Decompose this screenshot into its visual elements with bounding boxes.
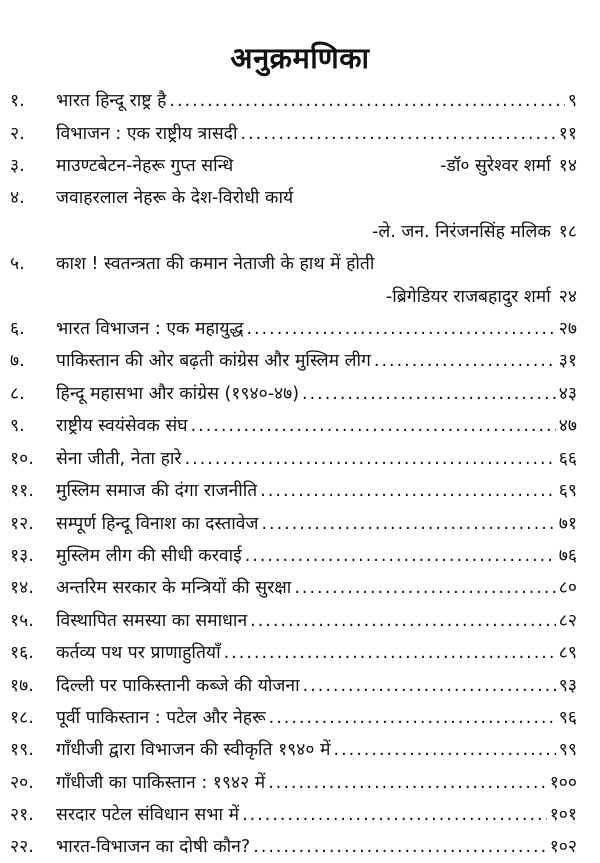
entry-page: १००	[549, 773, 577, 793]
entry-number: १९.	[10, 740, 34, 760]
entry-number: ६.	[10, 319, 25, 339]
entry-title: माउण्टबेटन-नेहरू गुप्त सन्धि	[56, 156, 234, 176]
entry-page: ९६	[558, 708, 577, 728]
dot-leader	[261, 511, 555, 537]
dot-leader	[185, 446, 556, 472]
dot-leader	[242, 802, 547, 828]
entry-page: १०१	[549, 805, 577, 825]
entry-author: -डॉ० सुरेश्वर शर्मा	[440, 156, 551, 176]
entry-page: २४	[558, 287, 577, 307]
entry-page: ३१	[558, 351, 577, 371]
entry-number: ९.	[10, 416, 25, 436]
toc-entry	[10, 737, 577, 763]
entry-title: भारत विभाजन : एक महायुद्ध	[56, 319, 244, 339]
entry-page: १०२	[549, 837, 577, 857]
entry-number: २१.	[10, 805, 34, 825]
entry-title: मुस्लिम लीग की सीधी करवाई	[56, 546, 242, 566]
entry-title: जवाहरलाल नेहरू के देश-विरोधी कार्य	[56, 188, 294, 208]
toc-entry	[10, 251, 577, 277]
entry-page: ९३	[558, 676, 577, 696]
entry-page: ८९	[558, 643, 577, 663]
entry-author: -ब्रिगेडियर राजबहादुर शर्मा	[385, 287, 551, 307]
toc-entry	[10, 316, 577, 342]
page-title: अनुक्रमणिका	[230, 41, 370, 75]
toc-entry	[10, 88, 577, 114]
entry-page: १४	[558, 156, 577, 176]
toc-entry	[10, 770, 577, 796]
entry-number: १५.	[10, 611, 34, 631]
entry-page: ८२	[558, 611, 577, 631]
entry-page: ११	[558, 124, 577, 144]
entry-number: १०.	[10, 449, 34, 469]
toc-entry	[10, 348, 577, 374]
toc-entry	[10, 121, 577, 147]
toc-entry-author-line	[10, 284, 577, 310]
entry-number: १६.	[10, 643, 34, 663]
entry-number: २.	[10, 124, 25, 144]
entry-page: ९	[567, 91, 577, 111]
entry-title: भारत हिन्दू राष्ट्र है	[56, 91, 167, 111]
toc-entry	[10, 673, 577, 699]
entry-title: काश ! स्वतन्त्रता की कमान नेताजी के हाथ में होती	[56, 254, 375, 274]
entry-number: १७.	[10, 676, 34, 696]
entry-page: ६६	[558, 449, 577, 469]
entry-title: सरदार पटेल संविधान सभा में	[56, 805, 240, 825]
entry-title: हिन्दू महासभा और कांग्रेस (१९४०-४७)	[56, 384, 300, 404]
toc-entry	[10, 705, 577, 731]
entry-number: ४.	[10, 188, 25, 208]
entry-title: विस्थापित समस्या का समाधान	[56, 611, 248, 631]
dot-leader	[294, 575, 555, 601]
dot-leader	[302, 381, 556, 407]
entry-title: अन्तरिम सरकार के मन्त्रियों की सुरक्षा	[56, 578, 292, 598]
dot-leader	[269, 705, 556, 731]
dot-leader	[260, 478, 556, 504]
toc-entry	[10, 511, 577, 537]
entry-title: दिल्ली पर पाकिस्तानी कब्जे की योजना	[56, 676, 300, 696]
toc-entry	[10, 608, 577, 634]
entry-page: ४७	[558, 416, 577, 436]
toc-entry	[10, 575, 577, 601]
entry-title: विभाजन : एक राष्ट्रीय त्रासदी	[56, 124, 238, 144]
entry-number: ११.	[10, 481, 34, 501]
entry-number: १२.	[10, 514, 34, 534]
toc-entry	[10, 543, 577, 569]
entry-title: कर्तव्य पथ पर प्राणाहुतियाँ	[56, 643, 221, 663]
toc-entry	[10, 802, 577, 828]
entry-number: २२.	[10, 837, 34, 857]
entry-page: ७६	[558, 546, 577, 566]
toc-entry	[10, 381, 577, 407]
entry-title: गाँधीजी द्वारा विभाजन की स्वीकृति १९४० में	[56, 740, 331, 760]
dot-leader	[246, 316, 555, 342]
entry-page: ७१	[558, 514, 577, 534]
dot-leader	[268, 770, 546, 796]
toc-entry	[10, 185, 577, 211]
dot-leader	[253, 834, 547, 860]
entry-number: १८.	[10, 708, 34, 728]
dot-leader	[334, 737, 556, 763]
toc-entry	[10, 834, 577, 860]
entry-number: १.	[10, 91, 25, 111]
entry-title: भारत-विभाजन का दोषी कौन?	[56, 837, 251, 857]
dot-leader	[241, 121, 556, 147]
dot-leader	[224, 640, 556, 666]
entry-title: सम्पूर्ण हिन्दू विनाश का दस्तावेज	[56, 514, 259, 534]
entry-page: २७	[558, 319, 577, 339]
entry-author: -ले. जन. निरंजनसिंह मलिक	[372, 222, 551, 242]
toc-entry-author-line	[10, 219, 577, 245]
toc-entry	[10, 640, 577, 666]
entry-number: ७.	[10, 351, 25, 371]
dot-leader	[250, 608, 556, 634]
toc-entry	[10, 478, 577, 504]
entry-title: पाकिस्तान की ओर बढ़ती कांग्रेस और मुस्लिम लीग	[56, 351, 371, 371]
dot-leader	[191, 413, 556, 439]
dot-leader	[303, 673, 556, 699]
toc-entry	[10, 153, 577, 179]
dot-leader	[374, 348, 556, 374]
entry-title: मुस्लिम समाज की दंगा राजनीति	[56, 481, 258, 501]
entry-page: ६९	[558, 481, 577, 501]
entry-title: राष्ट्रीय स्वयंसेवक संघ	[56, 416, 188, 436]
entry-page: १८	[558, 222, 577, 242]
dot-leader	[169, 88, 565, 114]
entry-number: ५.	[10, 254, 25, 274]
toc-entry	[10, 446, 577, 472]
entry-title: सेना जीती, नेता हारे	[56, 449, 182, 469]
entry-number: २०.	[10, 773, 34, 793]
entry-number: १४.	[10, 578, 34, 598]
entry-number: ८.	[10, 384, 25, 404]
entry-page: ९९	[558, 740, 577, 760]
toc-entry	[10, 413, 577, 439]
entry-page: ४३	[558, 384, 577, 404]
entry-title: पूर्वी पाकिस्तान : पटेल और नेहरू	[56, 708, 266, 728]
entry-number: १३.	[10, 546, 34, 566]
entry-number: ३.	[10, 156, 25, 176]
entry-page: ८०	[558, 578, 577, 598]
dot-leader	[245, 543, 556, 569]
entry-title: गाँधीजी का पाकिस्तान : १९४२ में	[56, 773, 266, 793]
